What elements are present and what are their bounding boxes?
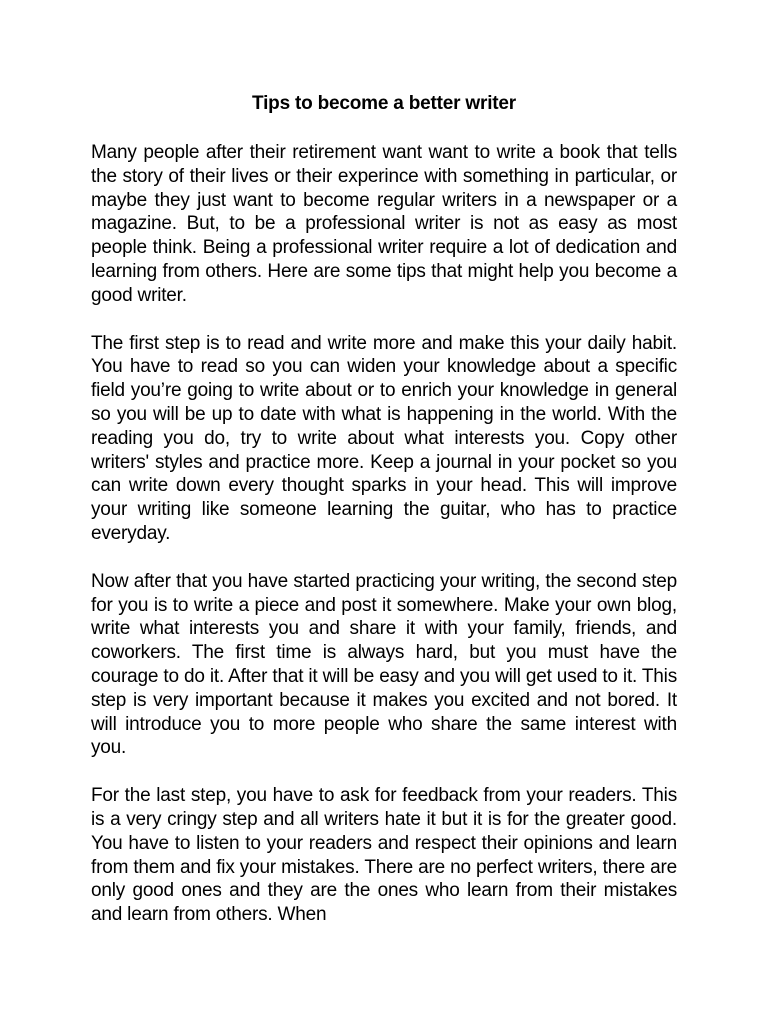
paragraph-last-step: For the last step, you have to ask for feedback from your readers. This is a very cringy step and all writers hate it but it is for the greater good. You have to listen to your readers and respect their opinions and learn from them and fix your mistakes. There are no perfect writers, there are only good ones and they are the ones who learn from their mistakes and learn from others. When (91, 785, 677, 926)
paragraph-first-step: The first step is to read and write more and make this your daily habit. You have to read so you can widen your knowledge about a specific field you’re going to write about or to enrich your knowledge in general so you will be up to date with what is happening in the world. With the reading you do, try to write about what interests you. Copy other writers' styles and practice more. Keep a journal in your pocket so you can write down every thought sparks in your head. This will improve your writing like someone learning the guitar, who has to practice everyday. (91, 332, 677, 544)
document-title: Tips to become a better writer (252, 93, 516, 114)
paragraph-second-step: Now after that you have started practicing your writing, the second step for you is to write a piece and post it somewhere. Make your own blog, write what interests you and share it with your family, friends, and coworkers. The first time is always hard, but you must have the courage to do it. After that it will be easy and you will get used to it. This step is very important because it makes you excited and not bored. It will introduce you to more people who share the same interest with you. (91, 570, 677, 759)
paragraph-intro: Many people after their retirement want want to write a book that tells the story of their lives or their experince with something in particular, or maybe they just want to become regular writers in a newspaper or a magazine. But, to be a professional writer is not as easy as most people think. Being a professional writer require a lot of dedication and learning from others. Here are some tips that might help you become a good writer. (91, 142, 677, 306)
document-body (91, 92, 677, 927)
